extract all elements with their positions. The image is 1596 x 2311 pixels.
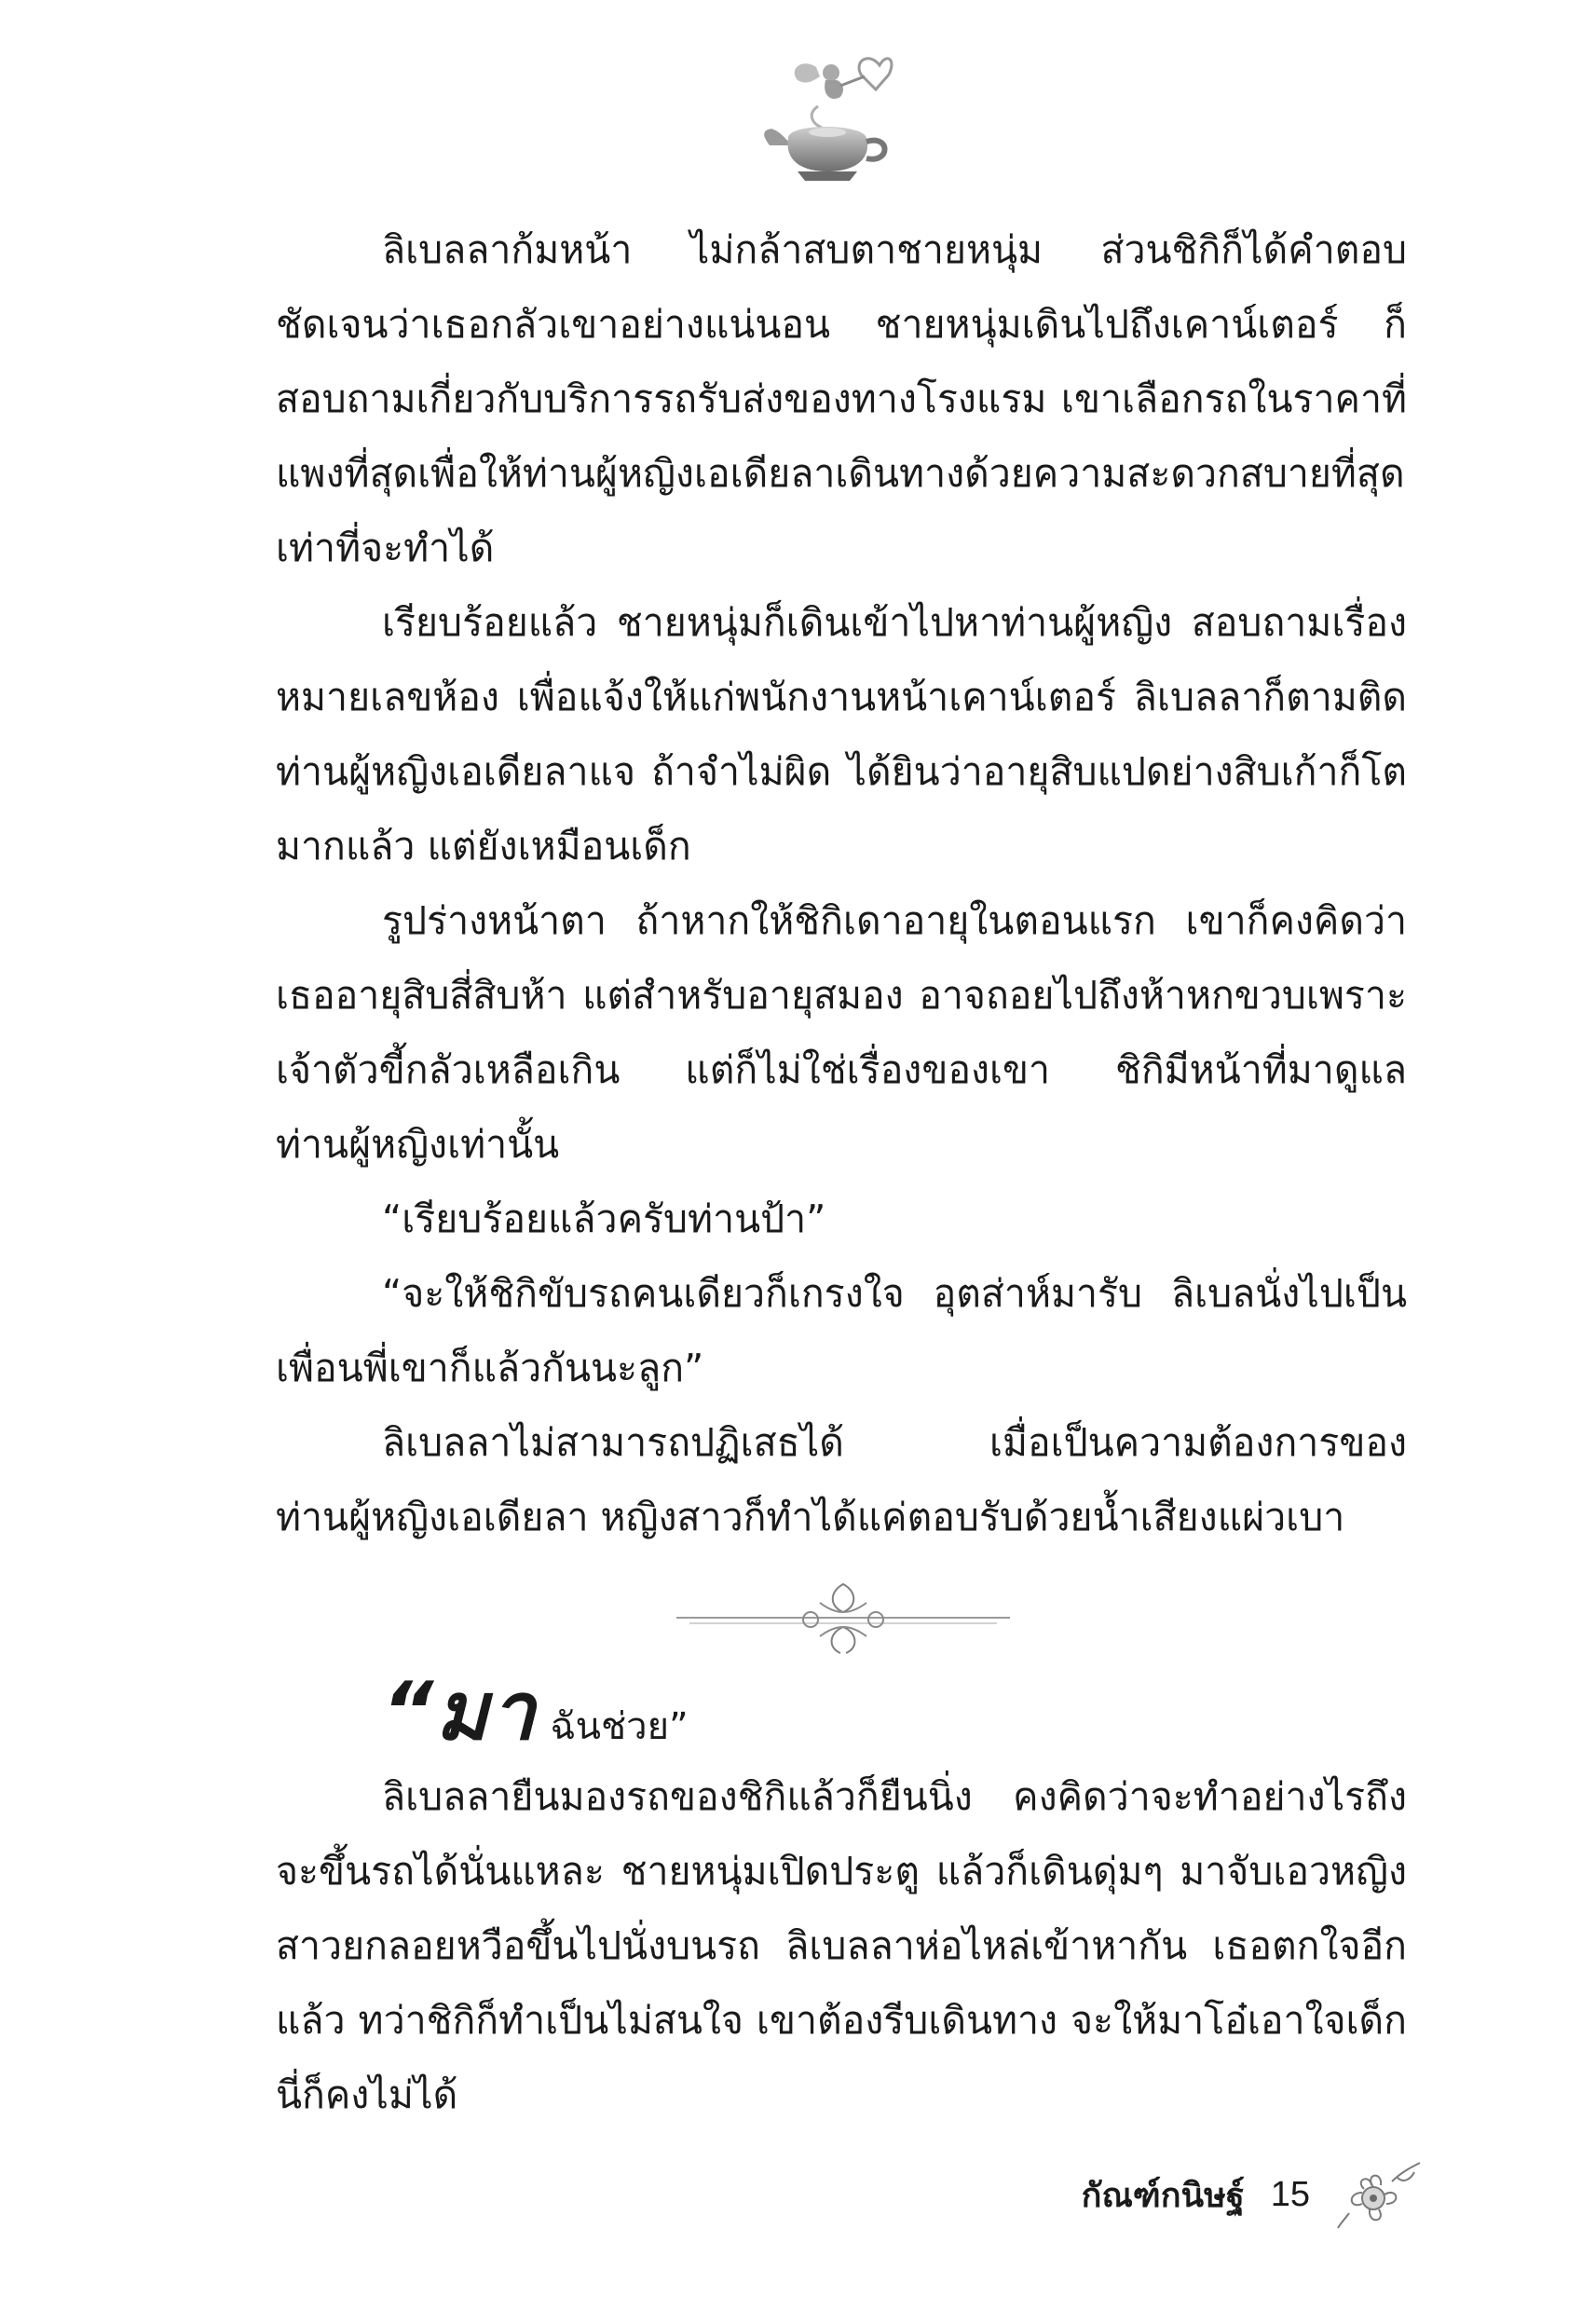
dialogue-paragraph: “เรียบร้อยแล้วครับท่านป้า” [382,1197,826,1241]
body-text-top [276,212,1407,1554]
scene-heading-big: “มา [382,1665,538,1758]
book-title: กัณฑ์กนิษฐ์ [1081,2176,1245,2215]
paragraph: รูปร่างหน้าตา ถ้าหากให้ชิกิเดาอายุในตอนแรก เขาก็คงคิดว่าเธออายุสิบสี่สิบห้า แต่สำหรับอายุสมอง อาจถอยไปถึงห้าหกขวบเพราะเจ้าตัวขี้กลัวเหลือเกิน แต่ก็ไม่ใช่เรื่องของเขา ชิกิมีหน้าที่มาดูแลท่านผู้หญิงเท่านั้น [276,898,1407,1167]
page-footer [988,2148,1425,2241]
paragraph: ลิเบลลาไม่สามารถปฏิเสธได้ เมื่อเป็นความต้องการของท่านผู้หญิงเอเดียลา หญิงสาวก็ทำได้แค่ตอบรับด้วยน้ำเสียงแผ่วเบา [276,1420,1407,1539]
body-text-bottom [276,1759,1407,2132]
scene-heading [382,1661,689,1763]
paragraph: ลิเบลลาก้มหน้า ไม่กล้าสบตาชายหนุ่ม ส่วนชิกิก็ได้คำตอบชัดเจนว่าเธอกลัวเขาอย่างแน่นอน ชายหนุ่มเดินไปถึงเคาน์เตอร์ ก็สอบถามเกี่ยวกับบริการรถรับส่งของทางโรงแรม เขาเลือกรถในราคาที่แพงที่สุดเพื่อให้ท่านผู้หญิงเอเดียลาเดินทางด้วยความสะดวกสบายที่สุดเท่าที่จะทำได้ [276,227,1407,570]
flower-ornament-icon [1336,2157,1425,2232]
paragraph: ลิเบลลายืนมองรถของชิกิแล้วก็ยืนนิ่ง คงคิดว่าจะทำอย่างไรถึงจะขึ้นรถได้นั่นแหละ ชายหนุ่มเปิดประตู แล้วก็เดินดุ่มๆ มาจับเอวหญิงสาวยกลอยหวือขึ้นไปนั่งบนรถ ลิเบลลาห่อไหล่เข้าหากัน เธอตกใจอีกแล้ว ทว่าชิกิก็ทำเป็นไม่สนใจ เขาต้องรีบเดินทาง จะให้มาโอ๋เอาใจเด็กนี่ก็คงไม่ได้ [276,1774,1407,2117]
dialogue-paragraph: “จะให้ชิกิขับรถคนเดียวก็เกรงใจ อุตส่าห์มารับ ลิเบลนั่งไปเป็นเพื่อนพี่เขาก็แล้วกันนะลูก” [276,1271,1407,1390]
paragraph: เรียบร้อยแล้ว ชายหนุ่มก็เดินเข้าไปหาท่านผู้หญิง สอบถามเรื่องหมายเลขห้อง เพื่อแจ้งให้แก่พนักงานหน้าเคาน์เตอร์ ลิเบลลาก็ตามติดท่านผู้หญิงเอเดียลาแจ ถ้าจำไม่ผิด ได้ยินว่าอายุสิบแปดย่างสิบเก้าก็โตมากแล้ว แต่ยังเหมือนเด็ก [276,600,1407,868]
scene-heading-rest: ฉันช่วย” [550,1705,689,1748]
flourish-divider-icon [671,1575,1016,1659]
page-number: 15 [1270,2174,1310,2214]
cupid-teapot-ornament-icon [751,48,909,188]
